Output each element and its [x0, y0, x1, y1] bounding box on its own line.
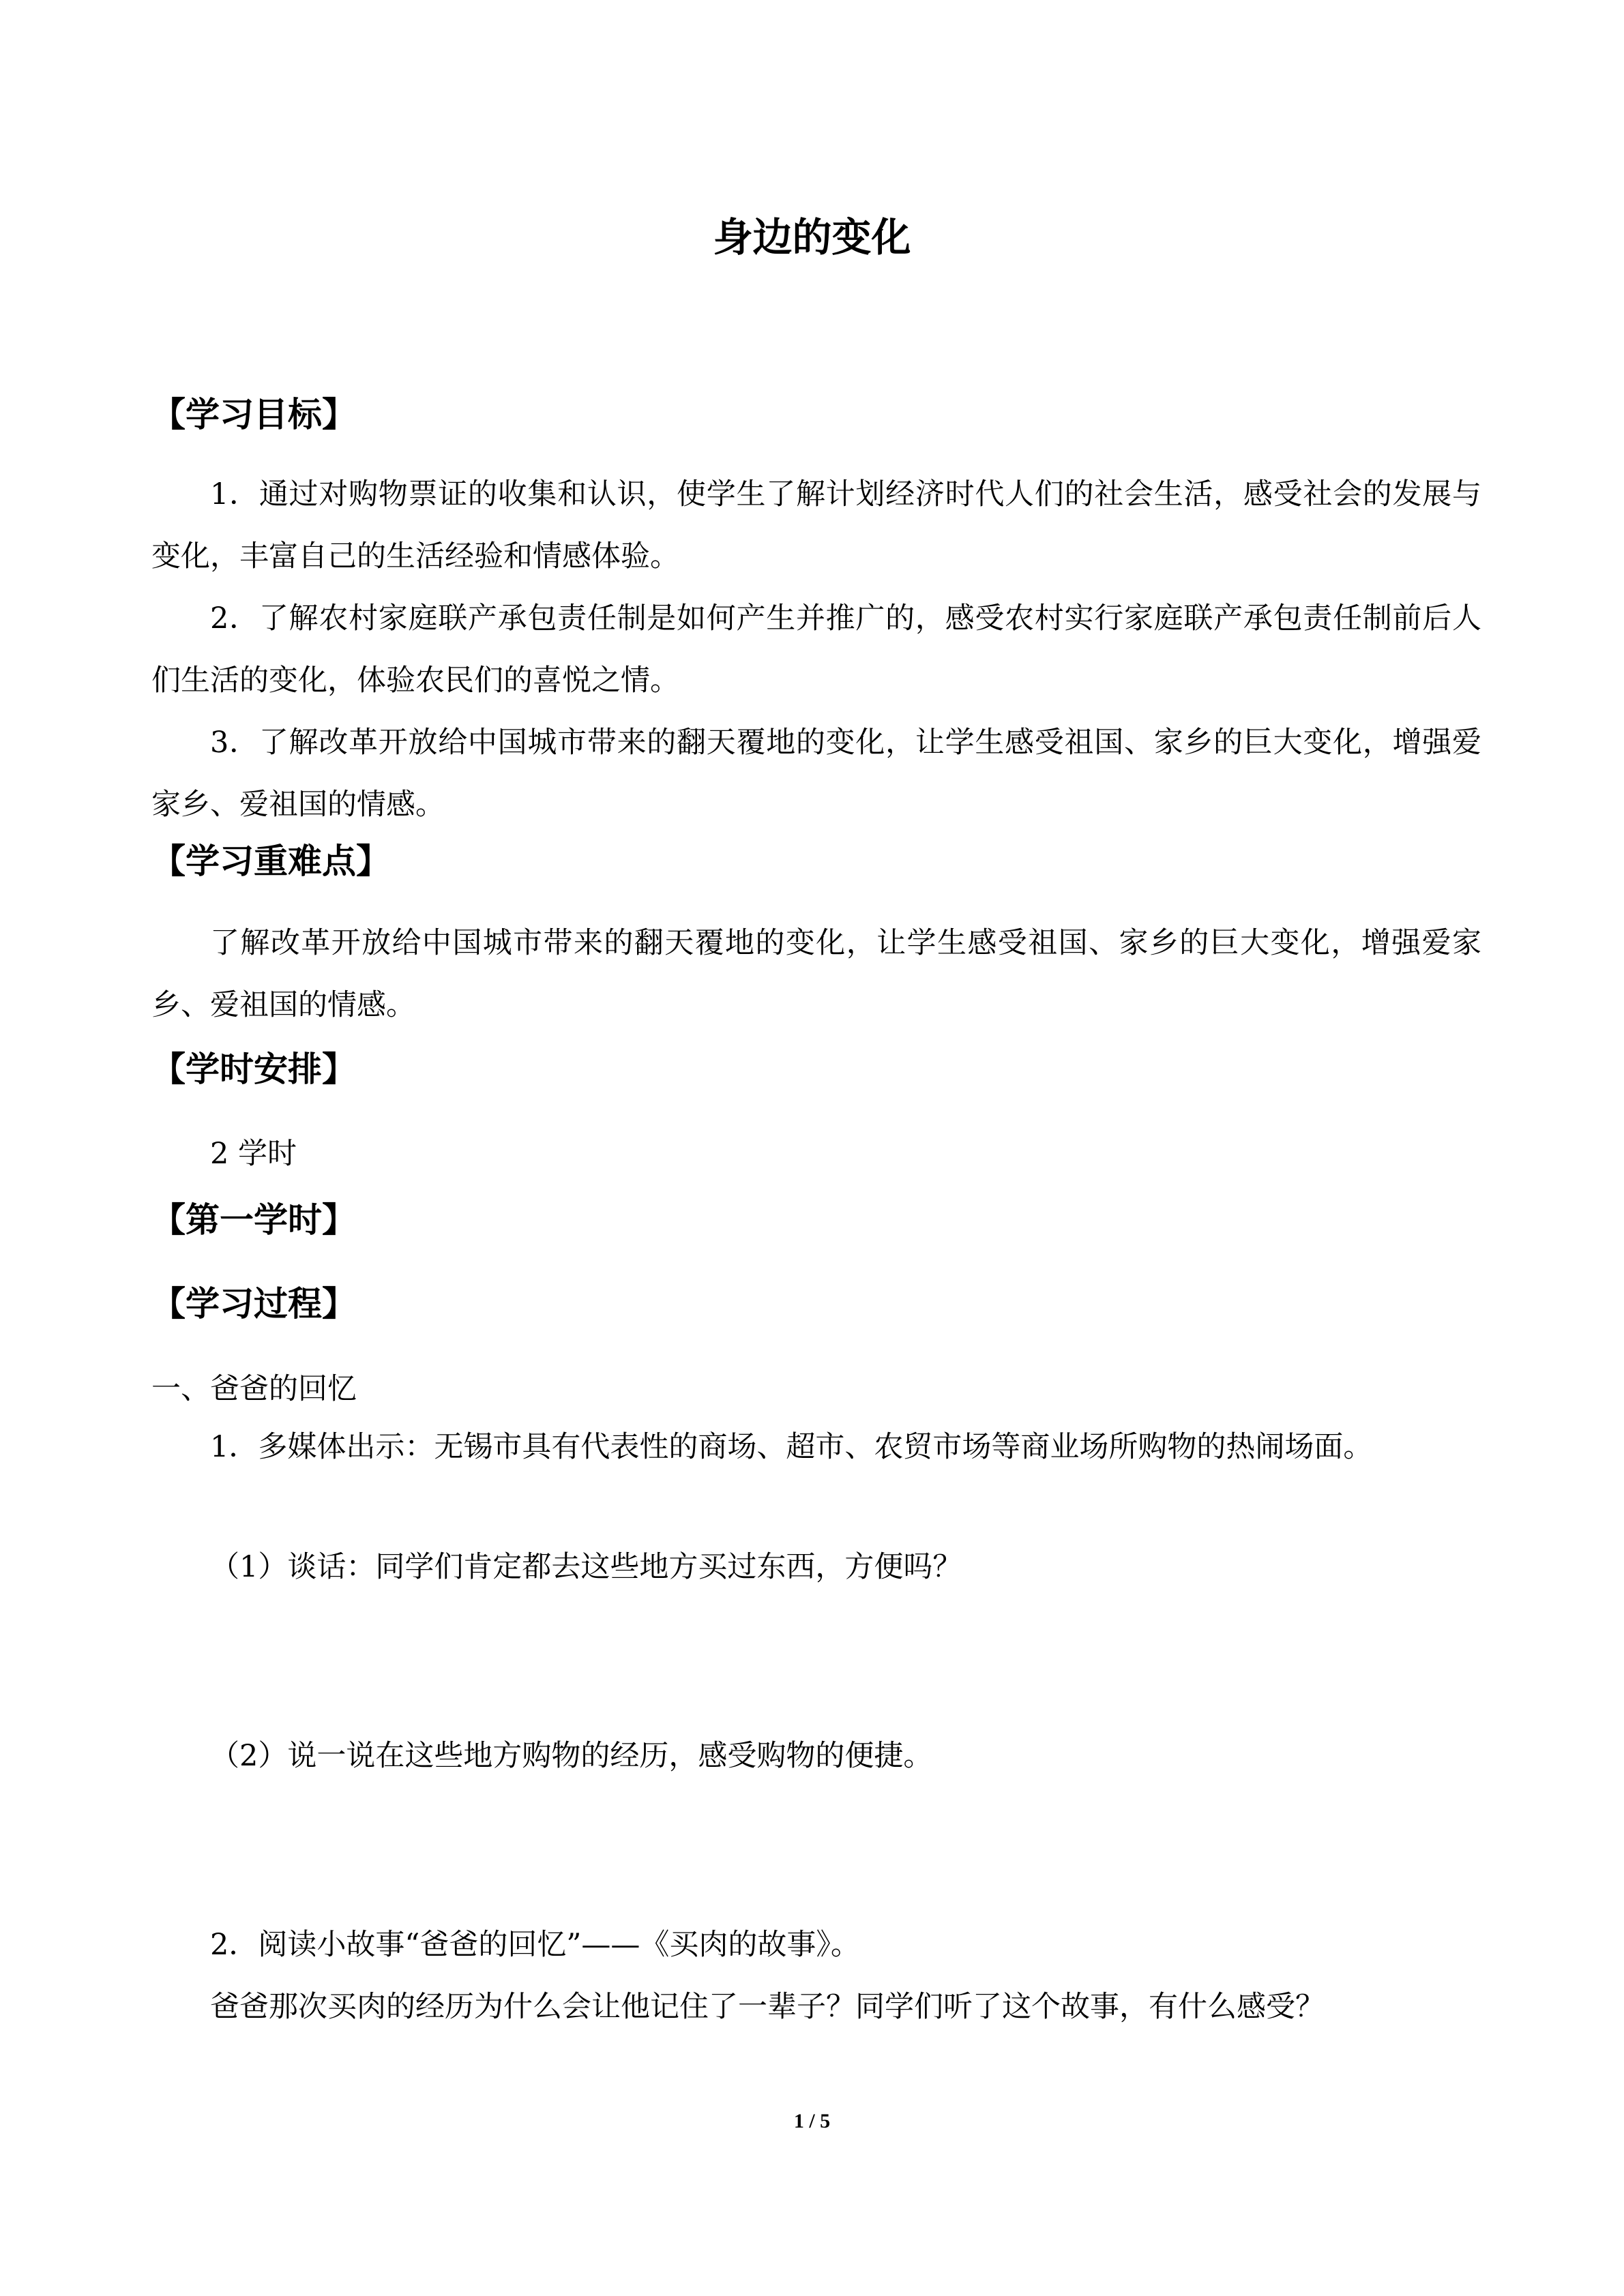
process-heading: 【学习过程】 — [151, 1284, 356, 1324]
key-points-text: 了解改革开放给中国城市带来的翻天覆地的变化，让学生感受祖国、家乡的巨大变化，增强爱家乡、爱祖国的情感。 — [151, 926, 1481, 1022]
process-step-1: 1．多媒体出示：无锡市具有代表性的商场、超市、农贸市场等商业场所购物的热闹场面。 — [210, 1430, 1373, 1464]
schedule-text: 2 学时 — [210, 1137, 297, 1171]
process-question-1: （1）谈话：同学们肯定都去这些地方买过东西，方便吗？ — [210, 1550, 962, 1584]
key-points-heading: 【学习重难点】 — [151, 841, 390, 881]
objective-item-3: 3．了解改革开放给中国城市带来的翻天覆地的变化，让学生感受祖国、家乡的巨大变化，增强爱家乡、爱祖国的情感。 — [151, 726, 1481, 822]
first-period-heading: 【第一学时】 — [151, 1200, 356, 1240]
page-number: 1 / 5 — [793, 2110, 831, 2132]
process-step-2-question: 爸爸那次买肉的经历为什么会让他记住了一辈子？同学们听了这个故事，有什么感受？ — [210, 1990, 1325, 2024]
objectives-heading: 【学习目标】 — [151, 395, 356, 434]
process-question-2: （2）说一说在这些地方购物的经历，感受购物的便捷。 — [210, 1739, 933, 1773]
process-step-2: 2．阅读小故事“爸爸的回忆”——《买肉的故事》。 — [210, 1928, 860, 1962]
document-title: 身边的变化 — [713, 214, 911, 260]
part1-title: 一、爸爸的回忆 — [151, 1372, 357, 1406]
schedule-heading: 【学时安排】 — [151, 1049, 356, 1089]
objective-item-2: 2．了解农村家庭联产承包责任制是如何产生并推广的，感受农村实行家庭联产承包责任制前后人们生活的变化，体验农民们的喜悦之情。 — [151, 601, 1481, 698]
objective-item-1: 1．通过对购物票证的收集和认识，使学生了解计划经济时代人们的社会生活，感受社会的发展与变化，丰富自己的生活经验和情感体验。 — [151, 477, 1481, 573]
